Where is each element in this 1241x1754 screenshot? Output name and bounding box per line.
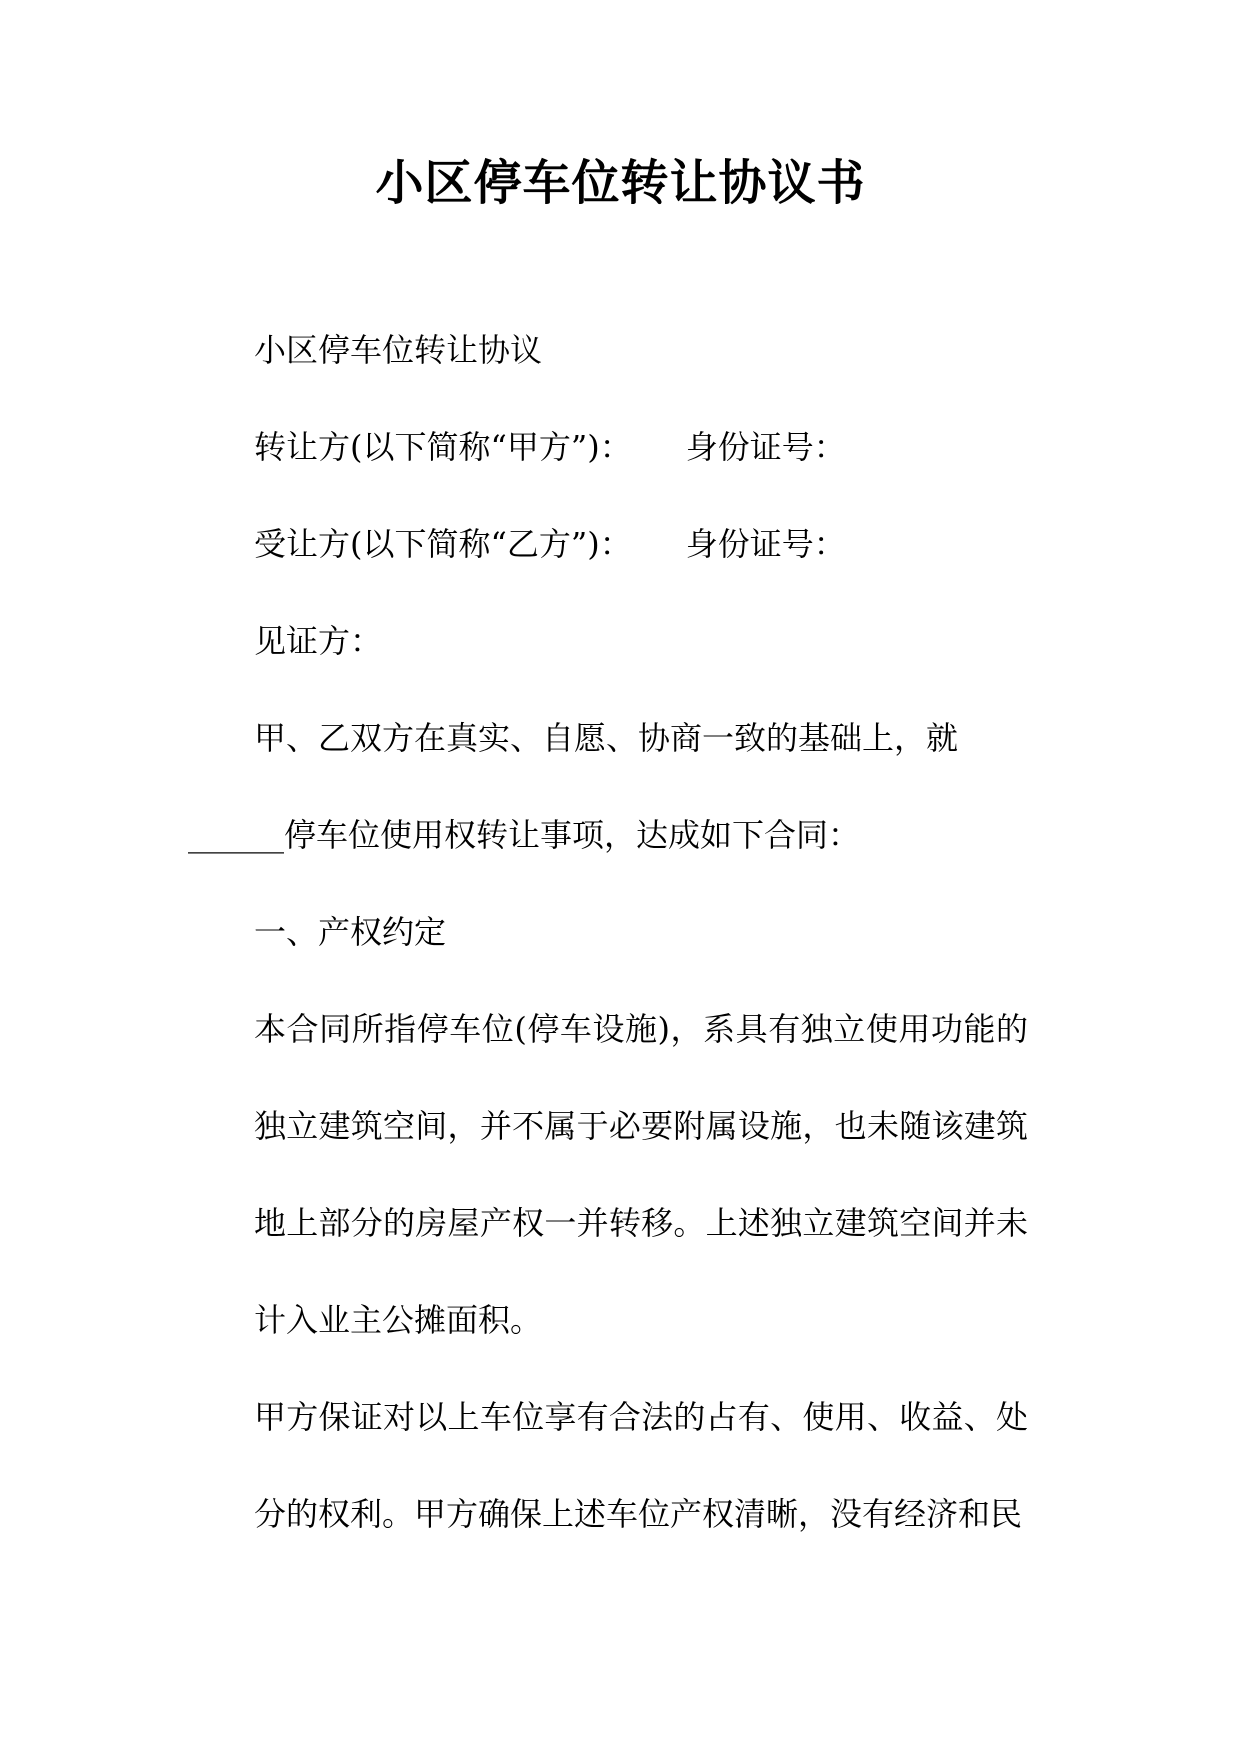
party-a-id-label: 身份证号： bbox=[685, 428, 846, 466]
party-b-id-label: 身份证号： bbox=[685, 525, 846, 563]
section-1-heading: 一、产权约定 bbox=[254, 913, 447, 951]
party-a-label: 转让方(以下简称“甲方”)： bbox=[254, 428, 632, 466]
intro-line-2: ______停车位使用权转让事项，达成如下合同： bbox=[188, 816, 861, 854]
party-a-line bbox=[188, 399, 1028, 496]
party-b-line bbox=[188, 496, 1028, 593]
document-body bbox=[188, 302, 1028, 1563]
section-1-paragraph-2: 甲方保证对以上车位享有合法的占有、使用、收益、处分的权利。甲方确保上述车位产权清晰，没有经济和民 bbox=[254, 1398, 1028, 1533]
agreement-subtitle: 小区停车位转让协议 bbox=[254, 331, 543, 369]
document-title: 小区停车位转让协议书 bbox=[375, 155, 866, 211]
witness-line: 见证方： bbox=[254, 622, 383, 660]
section-1-paragraph-1: 本合同所指停车位(停车设施)，系具有独立使用功能的独立建筑空间，并不属于必要附属设施，也未随该建筑地上部分的房屋产权一并转移。上述独立建筑空间并未计入业主公摊面积。 bbox=[254, 1010, 1028, 1339]
party-b-label: 受让方(以下简称“乙方”)： bbox=[254, 525, 632, 563]
intro-line-1: 甲、乙双方在真实、自愿、协商一致的基础上，就 bbox=[254, 719, 959, 757]
